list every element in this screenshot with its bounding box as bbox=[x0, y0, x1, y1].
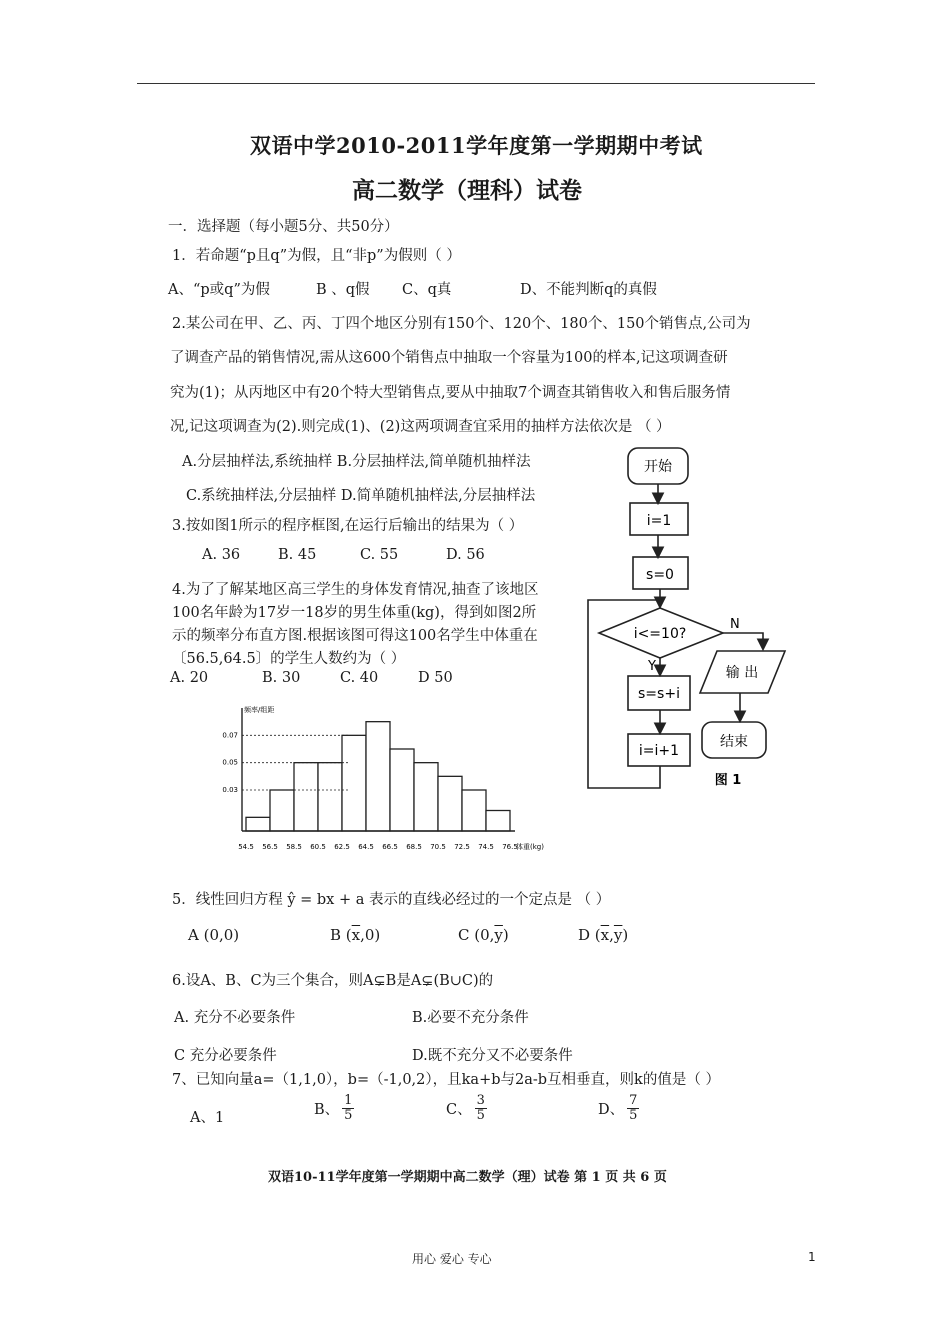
q2-line-2: 了调查产品的销售情况,需从这600个销售点中抽取一个容量为100的样本,记这项调查研 bbox=[170, 350, 728, 366]
exam-title: 双语中学2010-2011学年度第一学期期中考试 bbox=[250, 133, 703, 158]
q2-options-ab: A.分层抽样法,系统抽样 B.分层抽样法,简单随机抽样法 bbox=[182, 454, 531, 470]
histogram-x-tick: 66.5 bbox=[382, 843, 398, 851]
histogram-bar bbox=[366, 722, 390, 831]
histogram-bar bbox=[318, 763, 342, 831]
flow-init-s-label: s=0 bbox=[646, 567, 674, 583]
flow-caption: 图 1 bbox=[714, 773, 742, 788]
q6-stem: 6.设A、B、C为三个集合，则A⊊B是A⊊(B∪C)的 bbox=[172, 973, 494, 989]
histogram-bar bbox=[486, 811, 510, 832]
q7-option-a: A、1 bbox=[190, 1110, 225, 1126]
q4-line-3: 示的频率分布直方图.根据该图可得这100名学生中体重在 bbox=[172, 628, 538, 644]
q5-option-b: B $(\overline{x},0)$ bbox=[330, 926, 381, 944]
q3-stem: 3.按如图1所示的程序框图,在运行后输出的结果为（ ） bbox=[172, 518, 524, 534]
histogram-bar bbox=[438, 776, 462, 831]
q7-option-b: B、 $\frac{1}{5}$ bbox=[314, 1093, 353, 1123]
q6-option-d: D.既不充分又不必要条件 bbox=[412, 1048, 573, 1064]
q3-option-b: B. 45 bbox=[278, 547, 317, 563]
q1-option-b: B 、q假 bbox=[316, 282, 370, 298]
q7-option-c: C、 $\frac{3}{5}$ bbox=[446, 1093, 485, 1123]
flow-step-i-label: i=i+1 bbox=[638, 743, 680, 759]
histogram-bar bbox=[390, 749, 414, 831]
q7-stem: 7、已知向量a=（1,1,0），b=（-1,0,2），且ka+b与2a-b互相垂直，则k的值是（ ） bbox=[172, 1072, 720, 1088]
q4-line-4: 〔56.5,64.5〕的学生人数约为（ ） bbox=[172, 651, 406, 667]
histogram-bar bbox=[294, 763, 318, 831]
histogram-bar bbox=[270, 790, 294, 831]
q4-option-a: A. 20 bbox=[170, 670, 209, 686]
q5-option-d: D $(\overline{x},\overline{y})$ bbox=[578, 926, 629, 944]
flow-no-label: N bbox=[730, 617, 740, 632]
q2-line-1: 2.某公司在甲、乙、丙、丁四个地区分别有150个、120个、180个、150个销售点,公司为 bbox=[172, 316, 751, 332]
q4-option-d: D 50 bbox=[418, 670, 453, 686]
histogram-x-tick: 56.5 bbox=[262, 843, 278, 851]
top-rule bbox=[137, 83, 815, 84]
q4-line-2: 100名年龄为17岁一18岁的男生体重(kg)，得到如图2所 bbox=[172, 605, 537, 621]
histogram-bar bbox=[462, 790, 486, 831]
exam-subtitle: 高二数学（理科）试卷 bbox=[352, 177, 582, 204]
q4-line-1: 4.为了了解某地区高三学生的身体发育情况,抽查了该地区 bbox=[172, 582, 539, 598]
q1-stem: 1．若命题“p且q”为假，且“非p”为假则（ ） bbox=[172, 248, 461, 264]
exam-footer: 双语10-11学年度第一学期期中高二数学（理）试卷 第 1 页 共 6 页 bbox=[268, 1170, 667, 1185]
flow-start-label: 开始 bbox=[644, 459, 672, 475]
page-number: 1 bbox=[808, 1250, 816, 1264]
histogram-y-tick: 0.07 bbox=[222, 731, 238, 740]
flowchart-figure-1 bbox=[580, 440, 800, 820]
histogram-x-tick: 58.5 bbox=[286, 843, 302, 851]
histogram-y-label: 频率/组距 bbox=[244, 706, 275, 714]
flow-step-s-label: s=s+i bbox=[638, 686, 680, 702]
flow-end-label: 结束 bbox=[720, 734, 748, 750]
q6-option-b: B.必要不充分条件 bbox=[412, 1010, 529, 1026]
histogram-x-tick: 54.5 bbox=[238, 843, 254, 851]
q7-option-d: D、 $\frac{7}{5}$ bbox=[598, 1093, 638, 1123]
q1-option-a: A、“p或q”为假 bbox=[168, 282, 270, 298]
q5-option-c: C $(0,\overline{y})$ bbox=[458, 926, 509, 944]
q6-option-c: C 充分必要条件 bbox=[174, 1048, 277, 1064]
q5-option-a: A (0,0) bbox=[188, 926, 240, 944]
histogram-x-tick: 68.5 bbox=[406, 843, 422, 851]
flow-condition-label: i<=10? bbox=[633, 626, 687, 642]
histogram-bar bbox=[246, 817, 270, 831]
q2-line-3: 究为(1)；从丙地区中有20个特大型销售点,要从中抽取7个调查其销售收入和售后服务情 bbox=[170, 385, 731, 401]
histogram-bar bbox=[414, 763, 438, 831]
histogram-x-tick: 72.5 bbox=[454, 843, 470, 851]
histogram-x-tick: 62.5 bbox=[334, 843, 350, 851]
q4-option-c: C. 40 bbox=[340, 670, 379, 686]
section-heading: 一．选择题（每小题5分、共50分） bbox=[168, 219, 399, 235]
histogram-x-tick: 70.5 bbox=[430, 843, 446, 851]
q6-option-a: A. 充分不必要条件 bbox=[174, 1010, 296, 1026]
flow-init-i-label: i=1 bbox=[646, 513, 672, 529]
page-motto: 用心 爱心 专心 bbox=[412, 1252, 492, 1266]
histogram-x-tick: 76.5 bbox=[502, 843, 518, 851]
q1-option-c: C、q真 bbox=[402, 282, 452, 298]
histogram-y-tick: 0.03 bbox=[222, 786, 238, 794]
flow-yes-label: Y bbox=[648, 659, 656, 674]
histogram-x-tick: 64.5 bbox=[358, 843, 374, 851]
q3-option-d: D. 56 bbox=[446, 547, 485, 563]
histogram-x-tick: 60.5 bbox=[310, 843, 326, 851]
histogram-bar bbox=[342, 735, 366, 831]
q3-option-c: C. 55 bbox=[360, 547, 399, 563]
q2-line-4: 况,记这项调查为(2).则完成(1)、(2)这两项调查宜采用的抽样方法依次是 （ ） bbox=[170, 419, 671, 435]
histogram-chart bbox=[210, 700, 570, 860]
q4-option-b: B. 30 bbox=[262, 670, 301, 686]
q3-option-a: A. 36 bbox=[202, 547, 241, 563]
flow-output-label: 输 出 bbox=[725, 665, 759, 681]
histogram-y-tick: 0.05 bbox=[222, 758, 238, 767]
histogram-x-label: 体重(kg) bbox=[516, 843, 544, 851]
q2-options-cd: C.系统抽样法,分层抽样 D.简单随机抽样法,分层抽样法 bbox=[186, 488, 536, 504]
q5-stem: 5．线性回归方程 ŷ = bx + a 表示的直线必经过的一个定点是 （ ） bbox=[172, 892, 611, 908]
histogram-x-tick: 74.5 bbox=[478, 843, 494, 851]
q1-option-d: D、不能判断q的真假 bbox=[520, 282, 657, 298]
